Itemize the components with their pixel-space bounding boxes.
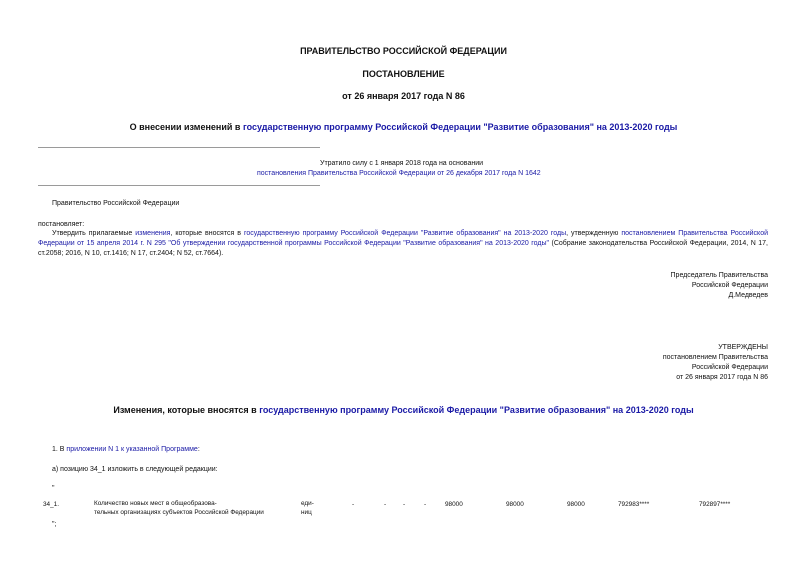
row-description-line-1: Количество новых мест в общеобразова-: [94, 500, 217, 507]
signature-title: Председатель Правительства: [670, 272, 768, 279]
approval-date: от 26 января 2017 года N 86: [676, 374, 768, 381]
main-paragraph: [38, 229, 768, 259]
paragraph-end: (Собрание законодательства Российской Федерации, 2014, N 17, ст.2058; 2016, N 10, ст.1416; N 17, ст.2404; N 52, ст.7664).: [38, 240, 768, 257]
divider-top: [38, 147, 320, 148]
changes-link[interactable]: изменения: [135, 230, 171, 237]
divider-bottom: [38, 185, 320, 186]
resolution-link[interactable]: постановлением Правительства Российской Федерации от 15 апреля 2014 г. N 295 "Об утверждении государственной программы Российской Федерации "Развитие образования" на 2013-2020 годы": [38, 230, 768, 247]
program-link[interactable]: государственную программу Российской Федерации "Развитие образования" на 2013-2020 годы: [243, 230, 567, 237]
row-unit-line-1: еди-: [301, 500, 314, 507]
row-description: [94, 499, 264, 517]
paragraph-mid-1: , которые вносятся в: [170, 230, 244, 237]
document-type: ПОСТАНОВЛЕНИЕ: [362, 69, 445, 79]
signature-org: Российской Федерации: [691, 282, 768, 289]
document-title: [0, 122, 807, 132]
status-note-text: Утратило силу с 1 января 2018 года на основании: [320, 160, 484, 167]
close-quote: ";: [52, 521, 57, 528]
value-cell: 792983****: [618, 501, 650, 508]
title-prefix: О внесении изменений в: [129, 122, 243, 132]
open-quote: ": [52, 485, 55, 492]
document-date: от 26 января 2017 года N 86: [342, 91, 465, 101]
row-description-line-2: тельных организациях субъектов Российской Федерации: [94, 509, 264, 516]
value-cell: -: [352, 501, 355, 508]
row-unit: [301, 499, 314, 517]
approval-line-2: постановлением Правительства: [662, 354, 768, 361]
value-cell: -: [424, 501, 427, 508]
appendix-link[interactable]: приложении N 1 к указанной Программе: [66, 446, 198, 453]
value-cell: 792897****: [699, 501, 731, 508]
signature-name: Д.Медведев: [728, 292, 768, 299]
item-1: [52, 446, 200, 453]
row-number: 34_1.: [43, 501, 59, 508]
status-note-link[interactable]: постановления Правительства Российской Федерации от 26 декабря 2017 года N 1642: [257, 170, 541, 177]
item-1-prefix: 1. В: [52, 446, 67, 453]
changes-title-prefix: Изменения, которые вносятся в: [113, 405, 260, 415]
decides-text: постановляет:: [38, 221, 85, 228]
paragraph-mid-2: , утвержденную: [566, 230, 622, 237]
row-unit-line-2: ниц: [301, 509, 312, 516]
title-program-link[interactable]: государственную программу Российской Федерации "Развитие образования" на 2013-2020 годы: [242, 122, 678, 132]
value-cell: 98000: [445, 501, 463, 508]
value-cell: 98000: [506, 501, 524, 508]
item-1-suffix: :: [197, 446, 200, 453]
government-heading: ПРАВИТЕЛЬСТВО РОССИЙСКОЙ ФЕДЕРАЦИИ: [300, 46, 507, 56]
approval-line-3: Российской Федерации: [691, 364, 768, 371]
value-cell: -: [403, 501, 406, 508]
item-a: а) позицию 34_1 изложить в следующей редакции:: [52, 466, 218, 473]
intro-text: Правительство Российской Федерации: [52, 200, 180, 207]
value-cell: -: [384, 501, 387, 508]
value-cell: 98000: [567, 501, 585, 508]
changes-title-link[interactable]: государственную программу Российской Федерации "Развитие образования" на 2013-2020 годы: [259, 405, 694, 415]
paragraph-start: Утвердить прилагаемые: [52, 230, 136, 237]
approval-heading: УТВЕРЖДЕНЫ: [718, 344, 768, 351]
changes-title: [0, 405, 807, 415]
